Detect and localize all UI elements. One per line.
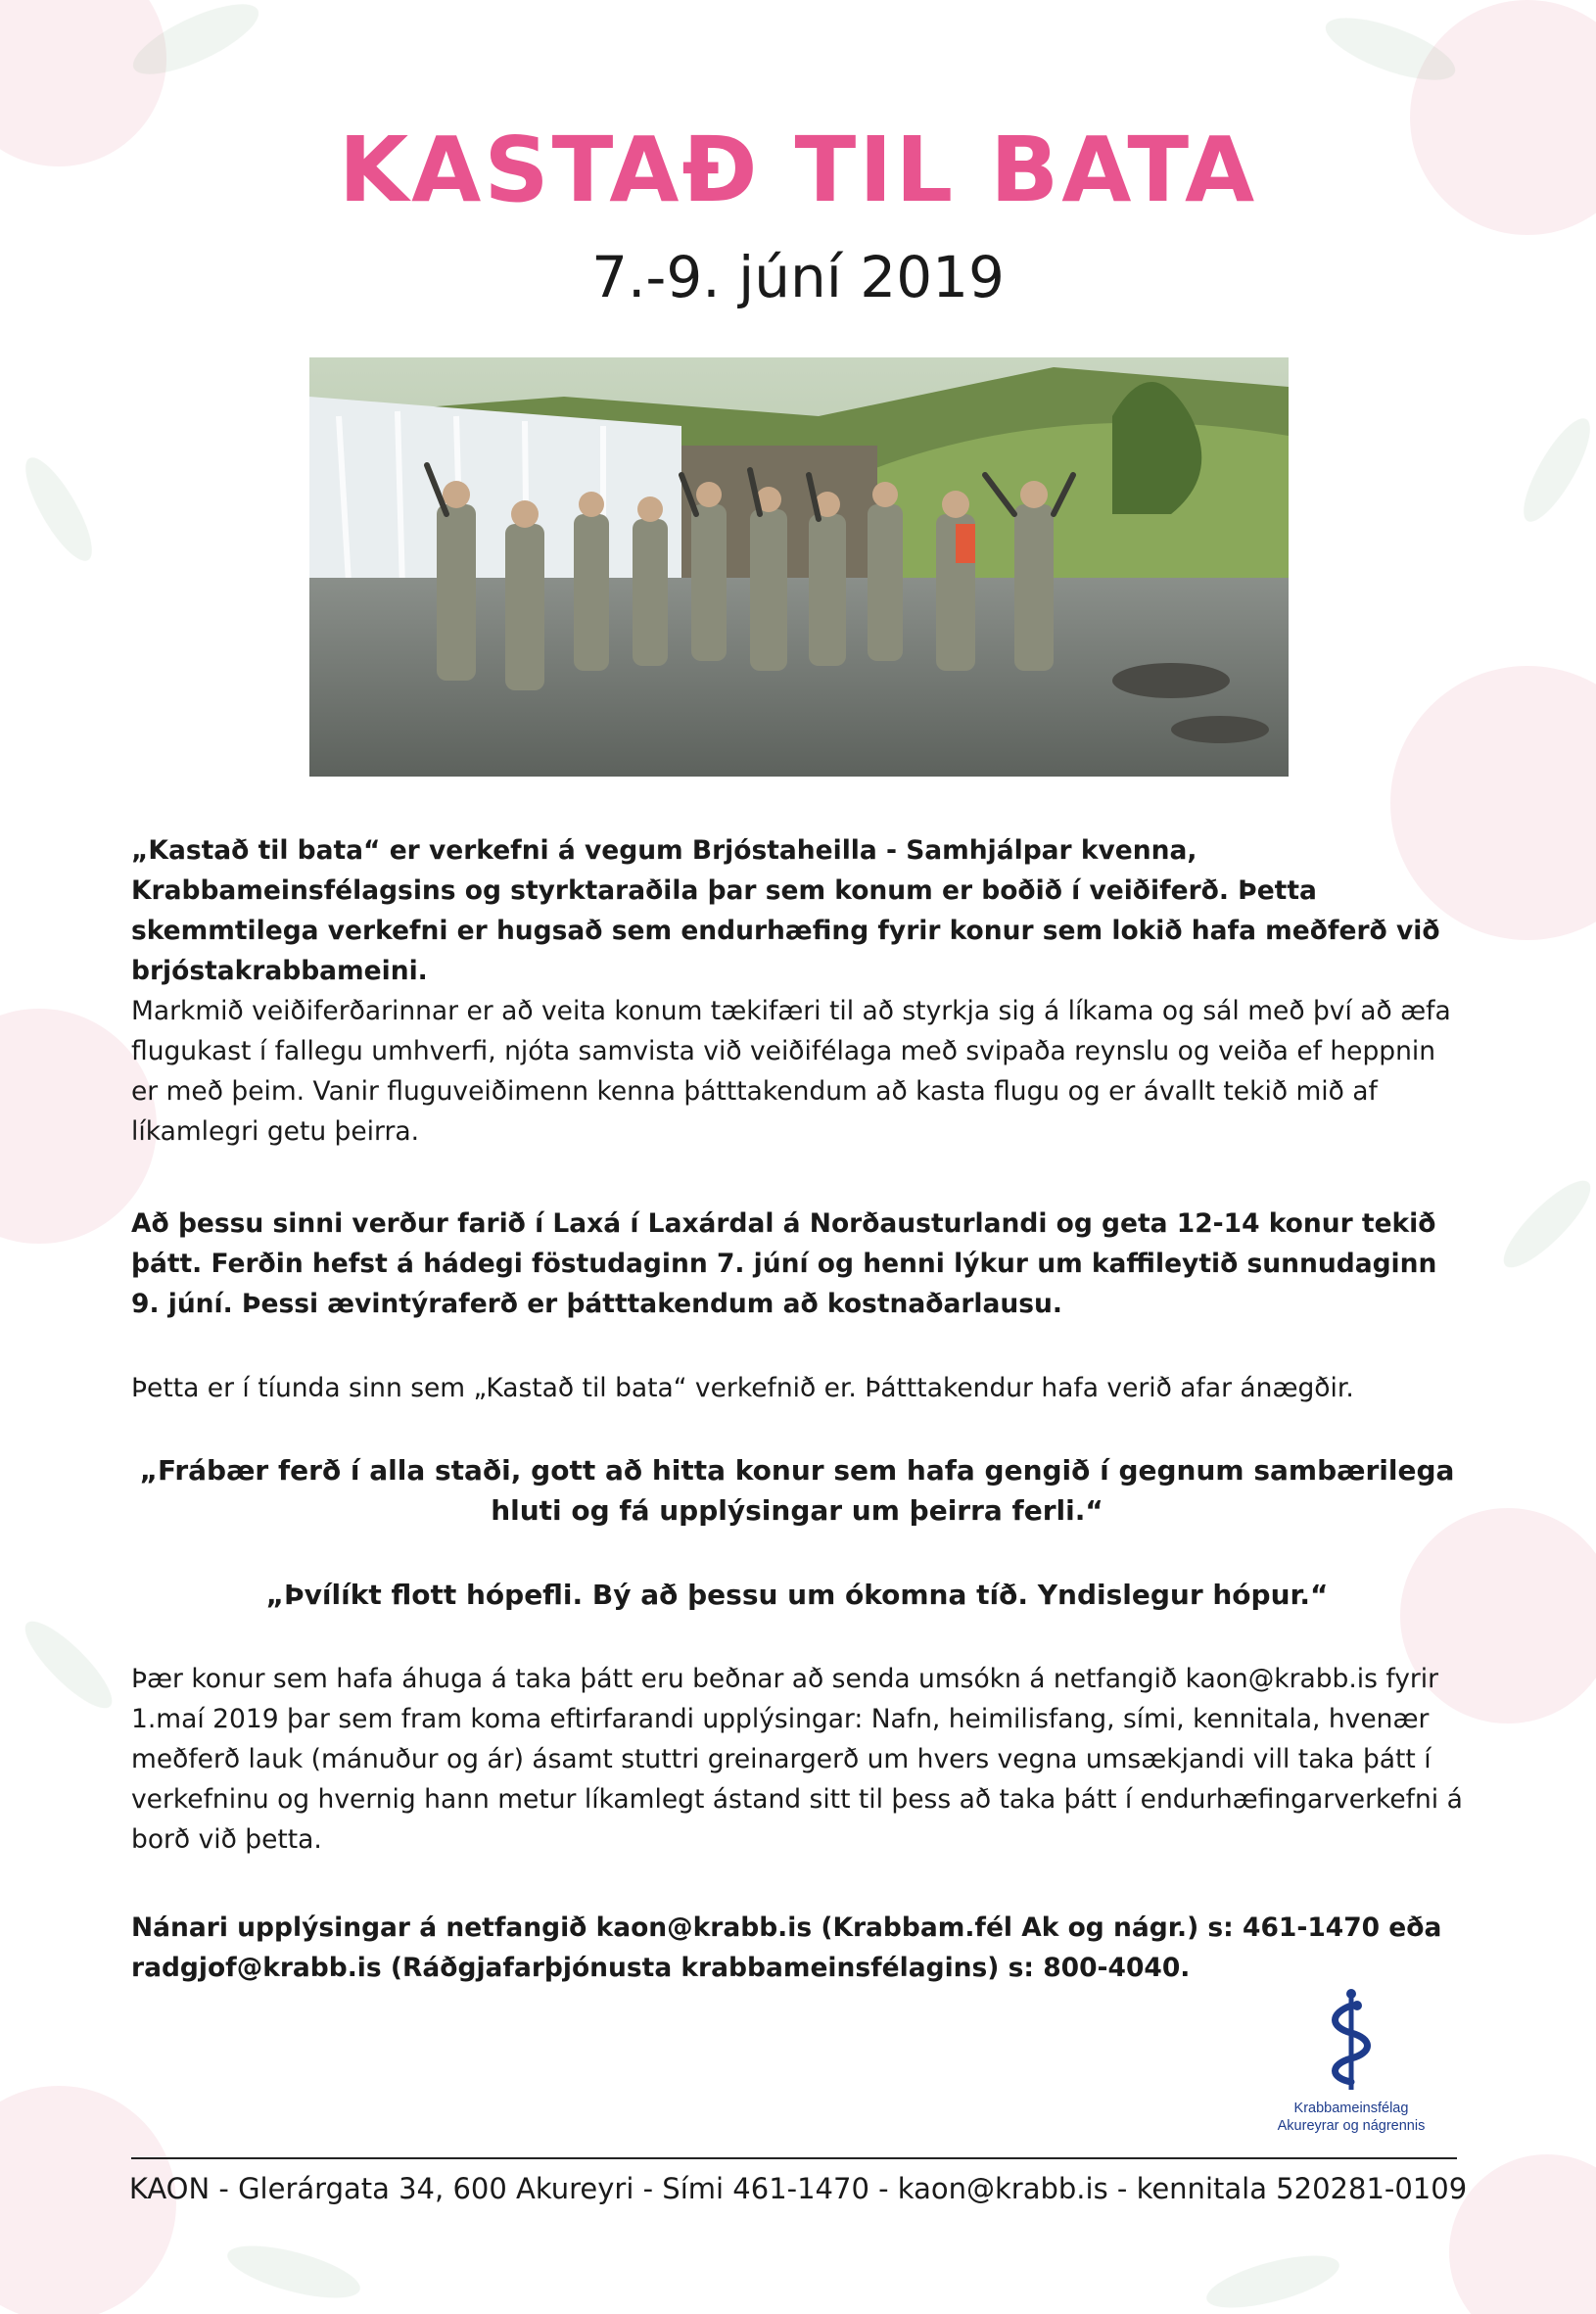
logo-line-2: Akureyrar og nágrennis — [1277, 2118, 1426, 2134]
quote-two: „Þvílíkt flott hópefli. Bý að þessu um ókomna tíð. Yndislegur hópur.“ — [265, 1579, 1329, 1611]
contact-paragraph: Nánari upplýsingar á netfangið kaon@krabb.is (Krabbam.fél Ak og nágr.) s: 461-1470 eða radgjof@krabb.is (Ráðgjafarþjónusta krabbameinsfélagins) s: 800-4040. — [131, 1913, 1442, 1983]
logo-line-1: Krabbameinsfélag — [1293, 2101, 1409, 2116]
krabbameinsfelag-logo — [1273, 1988, 1430, 2154]
application-paragraph: Þær konur sem hafa áhuga á taka þátt eru beðnar að senda umsókn á netfangið kaon@krabb.is fyrir 1.maí 2019 þar sem fram koma eftirfarandi upplýsingar: Nafn, heimilisfang, sími, kennitala, hvenær meðferð lauk (mánuður og ár) ásamt stuttri greinargerð um hvers vegna umsækjandi vill taka þátt í verkefninu og hvernig hann metur líkamlegt ástand sitt til þess að taka þátt í endurhæfingarverkefni á borð við þetta. — [131, 1664, 1463, 1855]
caduceus-icon — [1322, 1988, 1381, 2096]
intro-paragraph: „Kastað til bata“ er verkefni á vegum Brjóstaheilla - Samhjálpar kvenna, Krabbameinsfélagsins og styrktaraðila þar sem konum er boðið í veiðiferð. Þetta skemmtilega verkefni er hugsað sem endurhæfing fyrir konur sem lokið hafa meðferð við brjóstakrabbameini. — [131, 835, 1440, 986]
group-photo — [309, 357, 1289, 777]
event-date: 7.-9. júní 2019 — [591, 244, 1005, 310]
footer-contact: KAON - Glerárgata 34, 600 Akureyri - Sími 461-1470 - kaon@krabb.is - kennitala 520281-0109 — [128, 2172, 1468, 2205]
details-paragraph: Að þessu sinni verður farið í Laxá í Laxárdal á Norðausturlandi og geta 12-14 konur tekið þátt. Ferðin hefst á hádegi föstudaginn 7. júní og henni lýkur um kaffileytið sunnudaginn 9. júní. Þessi ævintýraferð er þátttakendum að kostnaðarlausu. — [131, 1208, 1437, 1319]
page-title: KASTAÐ TIL BATA — [338, 118, 1258, 222]
footer-divider — [131, 2157, 1457, 2159]
goal-paragraph: Markmið veiðiferðarinnar er að veita konum tækifæri til að styrkja sig á líkama og sál með því að æfa flugukast í fallegu umhverfi, njóta samvista við veiðifélaga með svipaða reynslu og veiða ef heppnin er með þeim. Vanir fluguveiðimenn kenna þátttakendum að kasta flugu og er ávallt tekið mið af líkamlegri getu þeirra. — [131, 996, 1451, 1147]
quote-one: „Frábær ferð í alla staði, gott að hitta konur sem hafa gengið í gegnum sambærilega hluti og fá upplýsingar um þeirra ferli.“ — [139, 1454, 1455, 1527]
tenth-time-paragraph: Þetta er í tíunda sinn sem „Kastað til bata“ verkefnið er. Þátttakendur hafa verið afar ánægðir. — [131, 1373, 1354, 1403]
